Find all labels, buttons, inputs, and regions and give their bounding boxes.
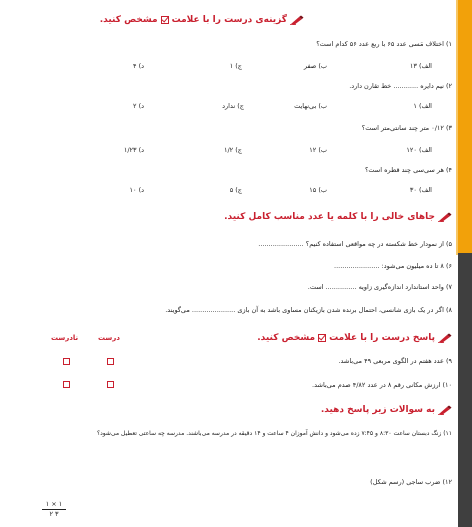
q3-option-b[interactable]: ب) ۱۲ [309,146,327,154]
section1-header [100,15,304,25]
q3-option-a[interactable]: الف) ۱۲۰ [406,146,432,154]
question-1: ۱) اختلاف مَسی عدد ۶۵ با ربع عدد ۵۶ کدام است؟ [316,40,452,48]
question-8: ۸) اگر در یک بازی شانسی، احتمال برنده شدن بازیکنان مساوی باشد به آن بازی ..................... می‌گویند. [165,306,452,314]
pencil-icon [290,15,304,25]
section4-title: به سوالات زیر پاسخ دهید. [320,405,435,415]
q4-option-a[interactable]: الف) ۳۰ [409,186,432,194]
question-7: ۷) واحد استاندارد اندازه‌گیری زاویه ............... است. [307,283,452,291]
side-color-bar [458,0,472,527]
question-6: ۶) ۸ تا ده میلیون می‌شود: ...................... [334,262,452,270]
q10-true-checkbox[interactable] [107,381,114,388]
pencil-icon [438,333,452,343]
section3-title: پاسخ درست را با علامت [329,333,435,343]
section2-header [224,212,452,222]
question-11: ۱۱) زنگ دبستان ساعت ۸:۳۰ و ۷:۴۵ زده می‌شود و دانش آموزان ۴ ساعت و ۱۴ دقیقه در مدرسه می‌باشند. مدرسه چه ساعتی تعطیل می‌شود؟ [96,430,452,437]
checkmark-icon [318,334,326,342]
q9-true-checkbox[interactable] [107,358,114,365]
column-header-false: نادرست [51,334,79,342]
section1-title: گزینه‌ی درست را با علامت [171,15,287,25]
q2-option-c[interactable]: ج) ندارد [222,102,244,110]
q3-option-c[interactable]: ج) ۱/۲ [224,146,242,154]
fraction-denominators: ۲ ۳ [49,510,59,518]
column-header-true: درست [98,334,120,342]
fraction-expression [42,500,66,518]
q10-false-checkbox[interactable] [63,381,70,388]
section3-title-end: مشخص کنید. [257,333,316,343]
question-9: ۹) عدد هفتم در الگوی مربعی ۴۹ می‌باشد. [338,357,452,365]
q1-option-d[interactable]: د) ۴ [133,62,144,70]
section2-title: جاهای خالی را با کلمه یا عدد مناسب کامل کنید. [224,212,435,222]
q4-option-c[interactable]: ج) ۵ [229,186,242,194]
pencil-icon [438,212,452,222]
q4-option-d[interactable]: د) ۱۰ [129,186,144,194]
q2-option-a[interactable]: الف) ۱ [413,102,432,110]
question-10: ۱۰) ارزش مکانی رقم ۸ در عدد ۴/۸۲ صدم می‌باشد. [312,381,452,389]
section3-header [257,333,452,343]
q1-option-b[interactable]: ب) صفر [303,62,327,70]
checkmark-icon [161,16,169,24]
pencil-icon [438,405,452,415]
q2-option-b[interactable]: ب) بی‌نهایت [294,102,327,110]
question-5: ۵) از نمودار خط شکسته در چه مواقعی استفاده کنیم؟ ...................... [258,240,452,248]
question-4: ۴) هر سی‌سی چند قطره است؟ [364,166,452,174]
q1-option-c[interactable]: ج) ۱ [229,62,242,70]
q4-option-b[interactable]: ب) ۱۵ [309,186,327,194]
q1-option-a[interactable]: الف) ۱۳ [409,62,432,70]
question-12: ۱۲) ضرب ساجی (رسم شکل) [370,478,452,486]
q2-option-d[interactable]: د) ۲ [133,102,144,110]
q9-false-checkbox[interactable] [63,358,70,365]
fraction-numerators: ۱ × ۱ [45,500,63,508]
section4-header [321,405,452,415]
question-3: ۳) ۰/۱۲ متر چند سانتی‌متر است؟ [361,124,452,132]
side-accent-line [456,0,458,255]
section1-title-end: مشخص کنید. [99,15,158,25]
q3-option-d[interactable]: د) ۱/۲۳ [123,146,144,154]
question-2: ۲) نیم دایره ............ خط تقارن دارد. [349,82,452,90]
